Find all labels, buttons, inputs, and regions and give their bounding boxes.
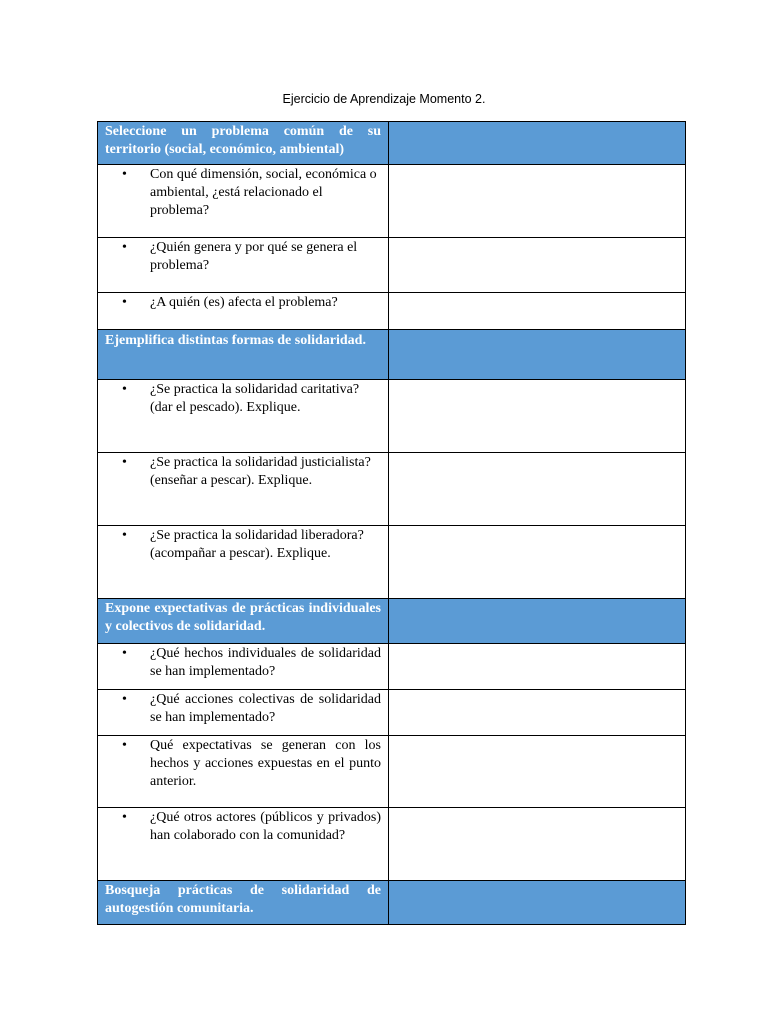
question-text: ¿Qué acciones colectivas de solidaridad se han implementado? [150, 692, 381, 725]
question-row [98, 644, 686, 690]
answer-cell[interactable] [389, 599, 686, 644]
question-row [98, 736, 686, 808]
question-text: ¿Se practica la solidaridad caritativa? (dar el pescado). Explique. [150, 382, 360, 415]
bullet-icon: • [122, 810, 127, 825]
bullet-icon: • [122, 738, 127, 753]
section-header: Bosqueja prácticas de solidaridad de autogestión comunitaria. [98, 881, 389, 925]
question-text: ¿Quién genera y por qué se genera el problema? [150, 240, 358, 273]
question-row [98, 808, 686, 881]
answer-cell[interactable] [389, 453, 686, 526]
question-text: Qué expectativas se generan con los hechos y acciones expuestas en el punto anterior. [150, 738, 381, 789]
answer-cell[interactable] [389, 330, 686, 380]
question-text: ¿Se practica la solidaridad liberadora? (acompañar a pescar). Explique. [150, 528, 364, 561]
answer-cell[interactable] [389, 526, 686, 599]
answer-cell[interactable] [389, 380, 686, 453]
answer-cell[interactable] [389, 122, 686, 165]
question-text: ¿Qué hechos individuales de solidaridad se han implementado? [150, 646, 381, 679]
question-row [98, 293, 686, 330]
answer-cell[interactable] [389, 165, 686, 238]
question-text: Con qué dimensión, social, económica o ambiental, ¿está relacionado el problema? [150, 167, 377, 218]
question-text: ¿Qué otros actores (públicos y privados) han colaborado con la comunidad? [150, 810, 381, 843]
section-header-row [98, 122, 686, 165]
question-text: ¿Se practica la solidaridad justicialista? (enseñar a pescar). Explique. [150, 455, 371, 488]
document-title: Ejercicio de Aprendizaje Momento 2. [282, 92, 486, 106]
question-row [98, 165, 686, 238]
answer-cell[interactable] [389, 238, 686, 293]
question-text: ¿A quién (es) afecta el problema? [150, 295, 338, 310]
question-row [98, 238, 686, 293]
answer-cell[interactable] [389, 690, 686, 736]
bullet-icon: • [122, 646, 127, 661]
answer-cell[interactable] [389, 293, 686, 330]
answer-cell[interactable] [389, 644, 686, 690]
question-row [98, 453, 686, 526]
section-header: Ejemplifica distintas formas de solidaridad. [98, 330, 389, 380]
section-header-row [98, 599, 686, 644]
answer-cell[interactable] [389, 808, 686, 881]
section-header: Seleccione un problema común de su territorio (social, económico, ambiental) [98, 122, 389, 165]
answer-cell[interactable] [389, 736, 686, 808]
bullet-icon: • [122, 167, 127, 182]
bullet-icon: • [122, 295, 127, 310]
bullet-icon: • [122, 528, 127, 543]
bullet-icon: • [122, 382, 127, 397]
worksheet-table [97, 121, 686, 925]
question-row [98, 526, 686, 599]
section-header-row [98, 330, 686, 380]
answer-cell[interactable] [389, 881, 686, 925]
bullet-icon: • [122, 692, 127, 707]
question-row [98, 380, 686, 453]
section-header: Expone expectativas de prácticas individuales y colectivos de solidaridad. [98, 599, 389, 644]
section-header-row [98, 881, 686, 925]
bullet-icon: • [122, 455, 127, 470]
question-row [98, 690, 686, 736]
bullet-icon: • [122, 240, 127, 255]
